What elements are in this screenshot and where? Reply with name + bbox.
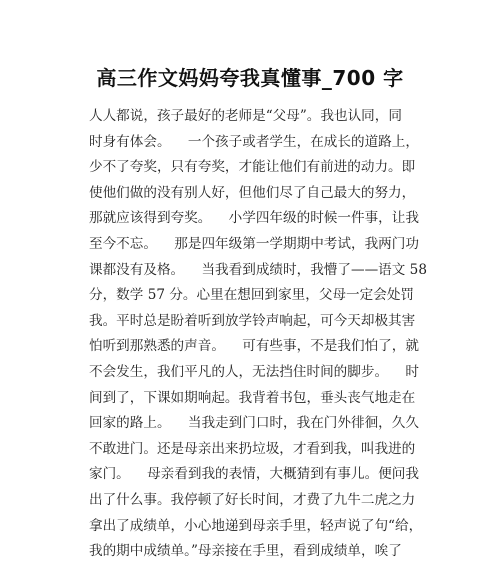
text-line: 少不了夸奖，只有夸奖，才能让他们有前进的动力。即 [89, 159, 416, 176]
text-line: 回家的路上。 当我走到门口时，我在门外徘徊，久久 [89, 415, 419, 432]
document-title: 高三作文妈妈夸我真懂事_700 字 [96, 66, 404, 90]
text-line: 怕听到那熟悉的声音。 可有些事，不是我们怕了，就 [89, 338, 419, 355]
text-line: 不会发生，我们平凡的人，无法挡住时间的脚步。 时 [89, 363, 419, 380]
text-line: 使他们做的没有别人好，但他们尽了自己最大的努力， [89, 184, 416, 201]
text-line: 分，数学 57 分。心里在想回到家里，父母一定会处罚 [89, 287, 415, 304]
text-line: 至今不忘。 那是四年级第一学期期中考试，我两门功 [89, 235, 419, 252]
text-line: 出了什么事。我停顿了好长时间，才费了九牛二虎之力 [89, 491, 416, 508]
text-line: 我的期中成绩单。”母亲接在手里，看到成绩单，唉了 [89, 543, 402, 560]
text-line: 拿出了成绩单，小心地递到母亲手里，轻声说了句“给， [89, 517, 423, 534]
text-line: 家门。 母亲看到我的表情，大概猜到有事儿。便问我 [89, 466, 419, 483]
text-line: 间到了，下课如期响起。我背着书包，垂头丧气地走在 [89, 389, 416, 406]
text-line: 那就应该得到夸奖。 小学四年级的时候一件事，让我 [89, 210, 419, 227]
document-body [89, 104, 429, 565]
text-line: 时身有体会。 一个孩子或者学生，在成长的道路上， [89, 133, 419, 150]
text-line: 人人都说，孩子最好的老师是“父母”。我也认同，同 [89, 108, 402, 124]
text-line: 课都没有及格。 当我看到成绩时，我懵了——语文 58 [89, 261, 427, 278]
text-line: 不敢进门。还是母亲出来扔垃圾，才看到我，叫我进的 [89, 440, 416, 457]
text-line: 我。平时总是盼着听到放学铃声响起，可今天却极其害 [89, 312, 416, 329]
